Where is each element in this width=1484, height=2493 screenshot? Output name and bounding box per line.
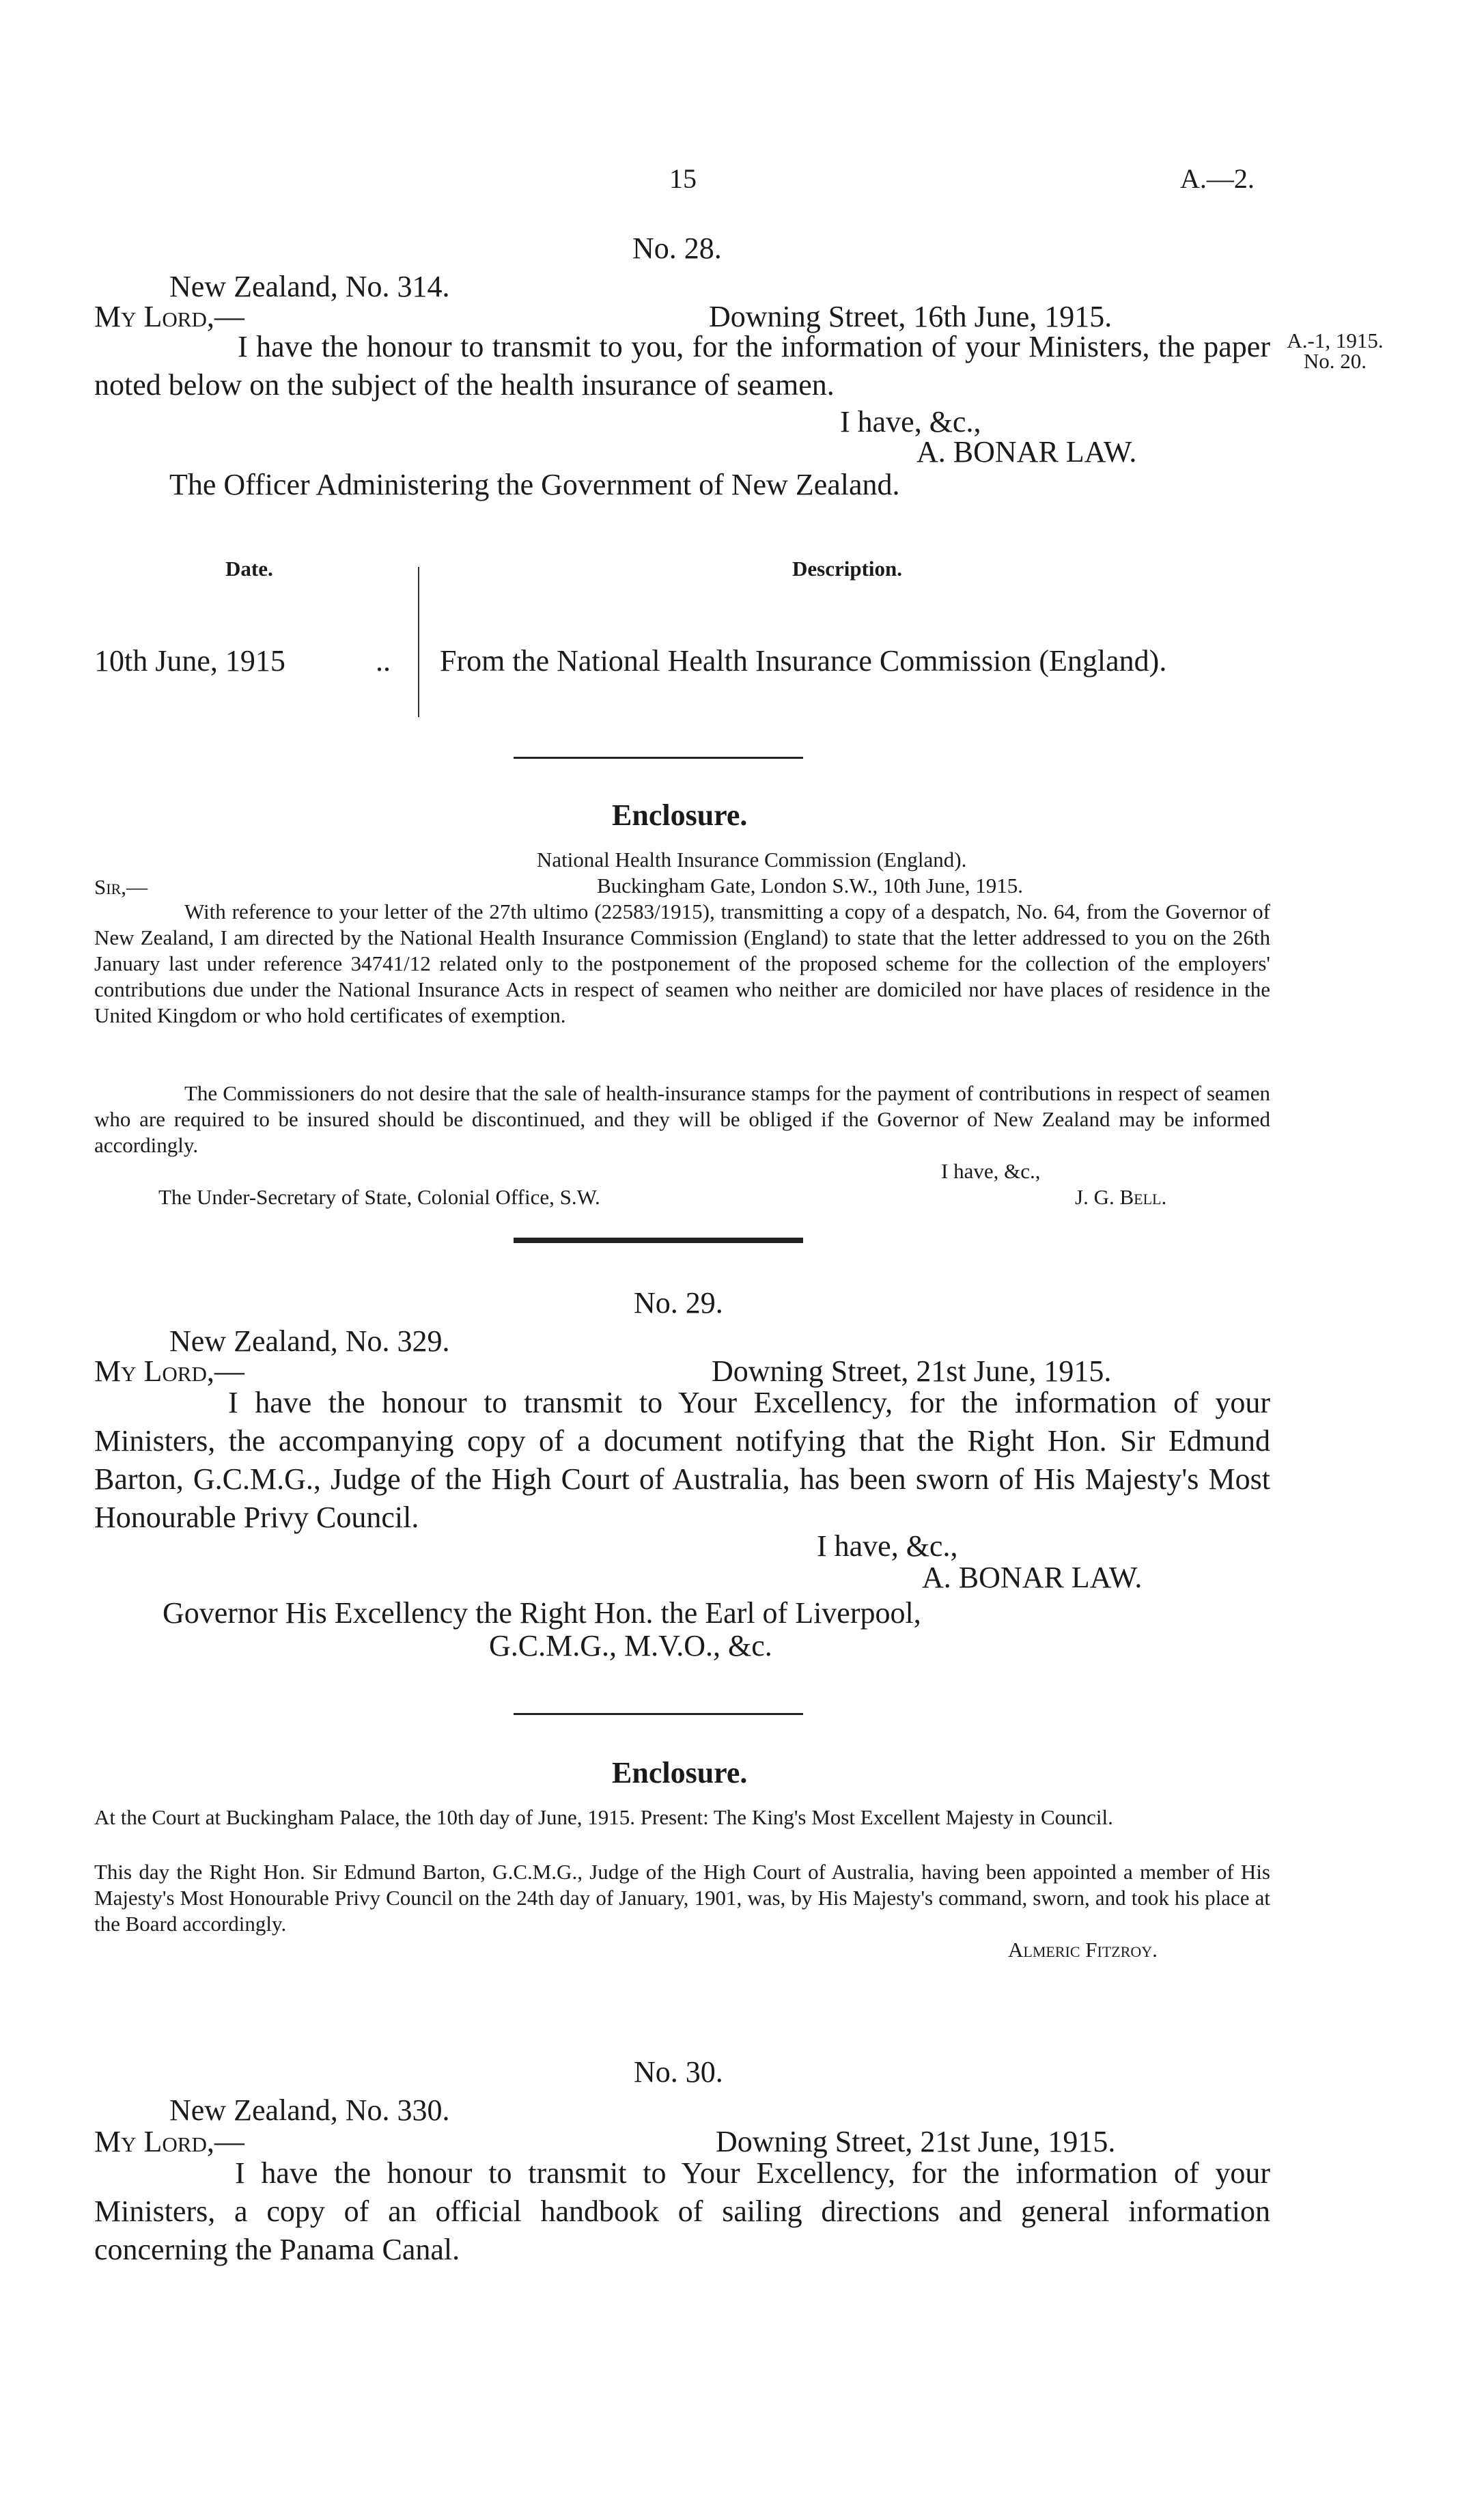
letter-sender: National Health Insurance Commission (England). [537,848,967,872]
margin-note: A.-1, 1915. No. 20. [1287,329,1384,373]
enclosure-title: Enclosure. [612,1756,748,1789]
closing: I have, &c., [817,1529,958,1563]
place-date: Downing Street, 21st June, 1915. [712,1354,1112,1388]
table-header-description: Description. [792,557,903,581]
letter-signature: J. G. Bell. [1075,1185,1167,1209]
letter-paragraph-2: The Commissioners do not desire that the sale of health-insurance stamps for the payment of contributions in respect of seamen who are required to be insured should be discontinued, and they will be obliged if the Governor of New Zealand may be informed accordingly. [94,1081,1270,1157]
enclosure-paragraph-1: At the Court at Buckingham Palace, the 10th day of June, 1915. Present: The King's Most Excellent Majesty in Council. [94,1805,1113,1829]
letter-addressee: The Under-Secretary of State, Colonial Office, S.W. [158,1185,600,1209]
salutation: My Lord,— [94,300,244,333]
place-date: Downing Street, 16th June, 1915. [709,300,1112,333]
letter-paragraph-1: With reference to your letter of the 27th ultimo (22583/1915), transmitting a copy of a despatch, No. 64, from the Governor of New Zealand, I am directed by the National Health Insurance Commission (England) to state that the letter addressed to you on the 26th January last under reference 34741/12 related only to the postponement of the proposed scheme for the collection of the employers' contributions due under the National Insurance Acts in respect of seamen who neither are domiciled nor have places of residence in the United Kingdom or who hold certificates of exemption. [94,900,1270,1027]
enclosure-title: Enclosure. [612,798,748,832]
despatch-body: I have the honour to transmit to Your Excellency, for the information of your Ministers, the accompanying copy of a document notifying that the Right Hon. Sir Edmund Barton, G.C.M.G., Judge of the High Court of Australia, has been sworn of His Majesty's Most Honourable Privy Council. [94,1386,1270,1534]
section-divider [514,1713,803,1715]
table-row-date: 10th June, 1915 [94,644,285,678]
section-divider [514,757,803,759]
letter-salutation: Sir,— [94,875,148,899]
addressee-line-1: Governor His Excellency the Right Hon. the Earl of Liverpool, [163,1596,921,1630]
table-row-dots: .. [376,644,391,678]
despatch-ref: New Zealand, No. 329. [169,1324,450,1358]
table-row-description: From the National Health Insurance Commission (England). [440,644,1167,678]
despatch-ref: New Zealand, No. 314. [169,270,450,303]
letter-address: Buckingham Gate, London S.W., 10th June, 1915. [597,874,1023,897]
despatch-number: No. 28. [632,232,722,265]
table-header-date: Date. [225,557,273,581]
addressee-line-2: G.C.M.G., M.V.O., &c. [489,1629,772,1662]
page-number: 15 [669,163,697,194]
table-column-divider [418,567,419,717]
salutation: My Lord,— [94,1354,244,1388]
addressee: The Officer Administering the Government of New Zealand. [169,468,900,501]
place-date: Downing Street, 21st June, 1915. [716,2125,1116,2158]
signature: A. BONAR LAW. [916,435,1137,469]
signature: A. BONAR LAW. [922,1561,1143,1594]
despatch-number: No. 30. [634,2055,723,2089]
salutation: My Lord,— [94,2125,244,2158]
letter-closing: I have, &c., [941,1159,1041,1183]
document-reference: A.—2. [1180,163,1255,194]
despatch-number: No. 29. [634,1286,723,1320]
enclosure-signature: Almeric Fitzroy. [1008,1938,1158,1962]
enclosure-paragraph-2: This day the Right Hon. Sir Edmund Barton, G.C.M.G., Judge of the High Court of Australia, having been appointed a member of His Majesty's Most Honourable Privy Council on the 24th day of January, 1901, was, by His Majesty's command, sworn, and took his place at the Board accordingly. [94,1860,1270,1936]
despatch-body: I have the honour to transmit to you, for the information of your Ministers, the paper noted below on the subject of the health insurance of seamen. [94,330,1270,402]
despatch-ref: New Zealand, No. 330. [169,2093,450,2127]
despatch-body: I have the honour to transmit to Your Excellency, for the information of your Ministers, a copy of an official handbook of sailing directions and general information concerning the Panama Canal. [94,2156,1270,2266]
closing: I have, &c., [840,405,981,438]
section-divider-thick [514,1238,803,1243]
